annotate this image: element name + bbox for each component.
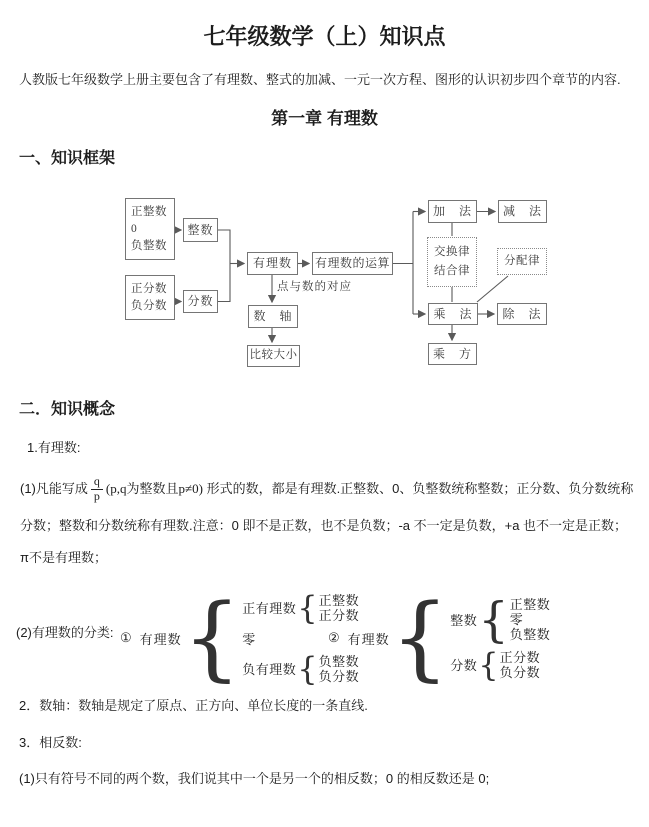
flowchart-box-operations: 有理数的运算 (312, 252, 393, 275)
brace-icon: { (478, 645, 499, 684)
flowchart-box-fraction-kinds (125, 275, 175, 320)
zero-label: 零 (242, 631, 256, 647)
section-framework-heading: 一、知识框架 (19, 150, 116, 167)
label-zero: 0 (131, 222, 138, 235)
flowchart-box-multiplication: 乘 法 (428, 303, 478, 325)
scheme2-root-label: 有理数 (347, 631, 390, 647)
classification-label: (2)有理数的分类: (16, 625, 114, 640)
item-number-axis: 2．数轴：数轴是规定了原点、正方向、单位长度的一条直线. (19, 698, 368, 713)
flowchart-box-compare: 比较大小 (247, 345, 300, 367)
flowchart-box-rational: 有理数 (247, 252, 298, 275)
item-rational-heading: 1.有理数: (27, 440, 81, 455)
label-positive-fractions: 正分数 (131, 282, 167, 295)
classification-scheme-2 (328, 582, 550, 694)
integer-label: 整数 (450, 613, 478, 628)
flowchart-note-point-number: 点与数的对应 (277, 281, 352, 293)
flowchart-box-subtraction: 减 法 (498, 200, 547, 223)
intro-paragraph: 人教版七年级数学上册主要包含了有理数、整式的加减、一元一次方程、图形的认识初步四个章节的内容. (19, 72, 621, 87)
negative-rational-label: 负有理数 (242, 662, 297, 677)
flowchart-box-integer: 整数 (183, 218, 218, 242)
brace-icon: { (297, 649, 318, 688)
flowchart-box-addition: 加 法 (428, 200, 477, 223)
flowchart-box-division: 除 法 (497, 303, 547, 325)
item-opposite-heading: 3．相反数: (19, 735, 82, 750)
flowchart-box-power: 乘 方 (428, 343, 477, 365)
list-item: 零 (509, 612, 524, 627)
paragraph-opposite-definition: (1)只有符号不同的两个数，我们说其中一个是另一个的相反数；0 的相反数还是 0; (19, 771, 490, 786)
list-item: 正分数 (318, 607, 360, 623)
list-item: 负分数 (499, 664, 541, 680)
chapter-heading: 第一章 有理数 (271, 109, 378, 128)
fraction-items (500, 650, 541, 680)
definition-lead-text: (1)凡能写成 (20, 481, 88, 496)
circled-one-icon: ① (120, 630, 132, 645)
label-negative-fractions: 负分数 (131, 299, 167, 312)
positive-rational-label: 正有理数 (242, 601, 297, 616)
list-item: 正整数 (318, 592, 360, 608)
integer-items (510, 597, 551, 642)
section-concepts-heading: 二．知识概念 (19, 401, 116, 418)
fraction-denominator: p (91, 489, 103, 504)
flowchart-box-number-axis: 数 轴 (248, 305, 298, 328)
flowchart-box-integer-kinds (125, 198, 175, 260)
definition-condition-text: (p,q为整数且p≠0) (105, 481, 203, 496)
definition-rest-text: 形式的数，都是有理数.正整数、0、负整数统称整数；正分数、负分数统称分数；整数和分数统称有理数.注意：0 即不是正数，也不是负数；-a 不一定是负数，+a 也不一定是正数； (20, 481, 634, 533)
list-item: 负整数 (318, 653, 360, 669)
fraction-label: 分数 (450, 658, 478, 673)
label-positive-integers: 正整数 (131, 205, 167, 218)
knowledge-framework-flowchart (0, 190, 649, 385)
scheme2-branches (450, 591, 551, 684)
flowchart-box-fraction: 分数 (183, 290, 218, 313)
flowchart-box-commutative-associative (427, 237, 477, 287)
brace-icon: { (297, 588, 318, 627)
fraction-q-over-p (91, 475, 103, 504)
fraction-numerator: q (93, 474, 100, 489)
brace-icon: { (478, 591, 509, 648)
brace-icon: { (390, 584, 450, 691)
paragraph-pi-note: π不是有理数； (20, 550, 107, 565)
scheme2-fraction-group (450, 645, 550, 684)
page-title: 七年级数学（上）知识点 (203, 24, 446, 49)
brace-icon: { (182, 584, 242, 691)
circled-two-icon: ② (328, 630, 340, 645)
list-item: 正分数 (499, 649, 541, 665)
list-item: 负整数 (509, 627, 551, 642)
paragraph-rational-definition (20, 470, 643, 544)
rational-classification-figure (0, 582, 649, 694)
scheme1-root-label: 有理数 (139, 631, 182, 647)
scheme2-integer-group (450, 591, 551, 648)
label-negative-integers: 负整数 (131, 239, 167, 252)
label-associative-law: 结合律 (434, 265, 470, 277)
classification-scheme-1 (120, 582, 359, 694)
label-commutative-law: 交换律 (434, 246, 470, 258)
list-item: 正整数 (509, 597, 551, 612)
list-item: 负分数 (318, 668, 360, 684)
flowchart-box-distributive: 分配律 (497, 248, 547, 275)
